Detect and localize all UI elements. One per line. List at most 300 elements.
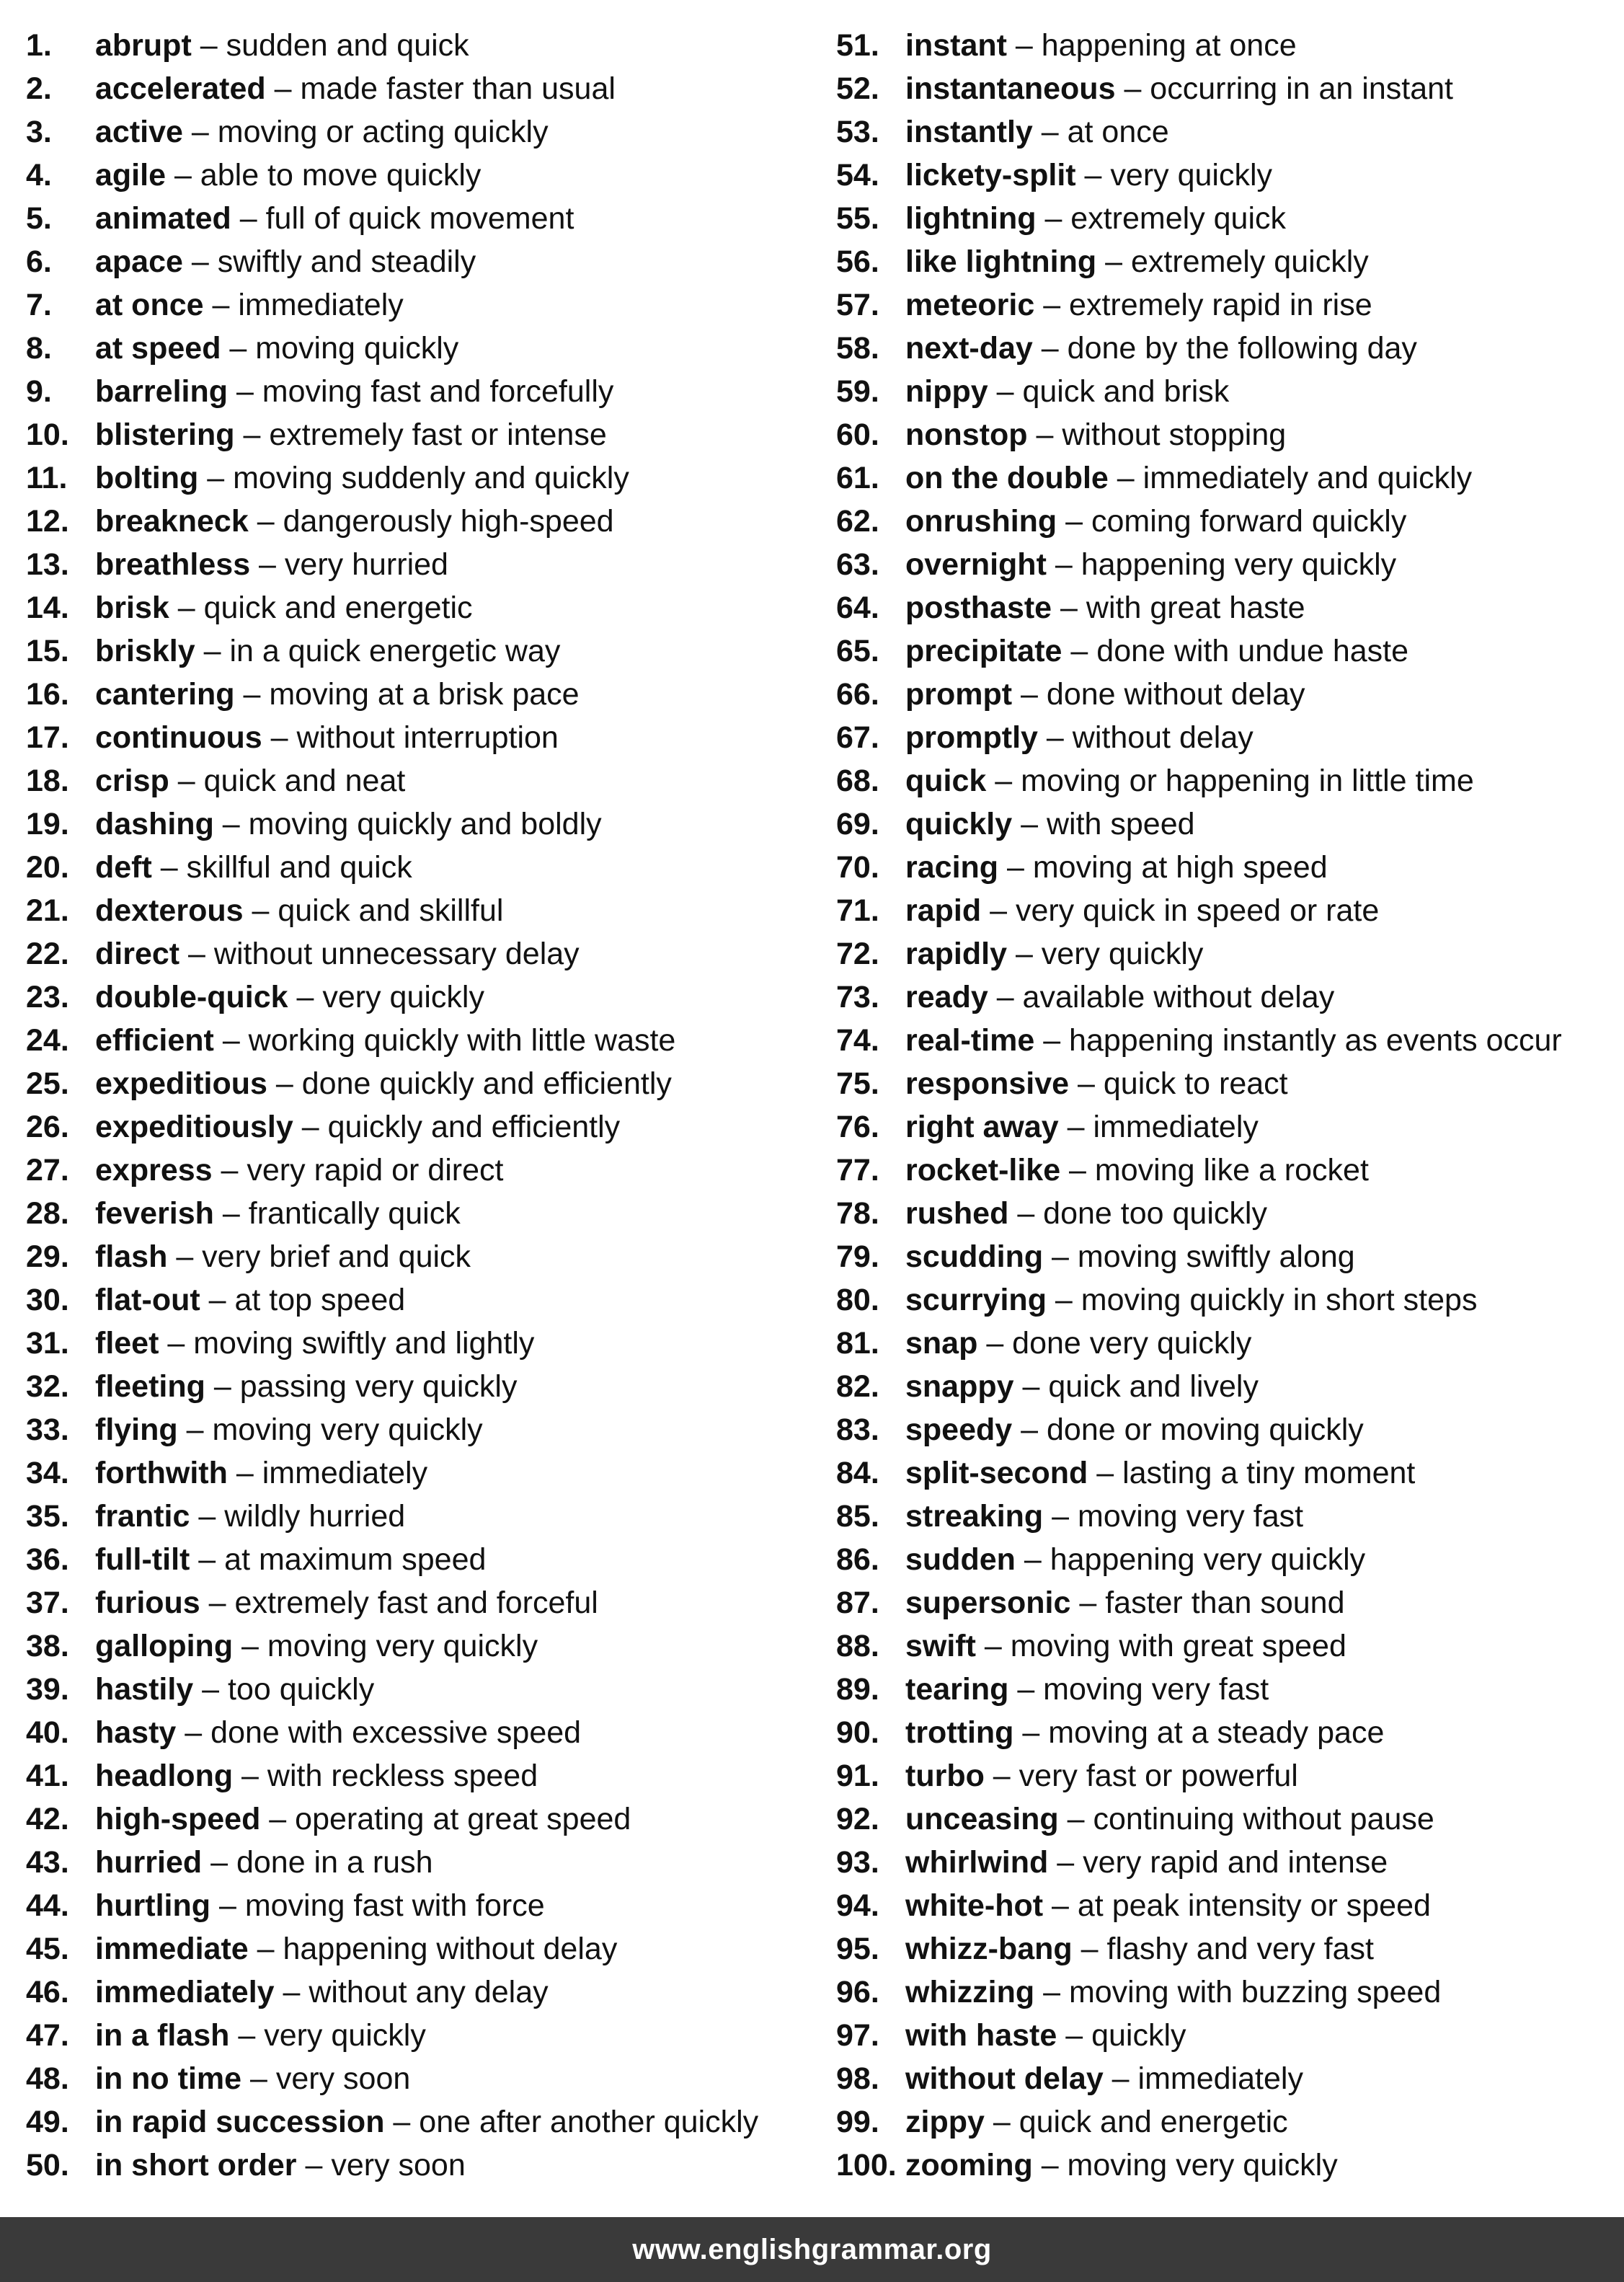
item-word: breathless bbox=[95, 547, 251, 582]
item-text bbox=[905, 976, 1334, 1019]
item-word: deft bbox=[95, 850, 152, 885]
item-word: like lightning bbox=[905, 244, 1097, 279]
item-text bbox=[905, 846, 1328, 889]
item-text bbox=[95, 1365, 518, 1408]
item-number: 9. bbox=[26, 374, 52, 409]
list-item bbox=[26, 1797, 826, 1841]
item-definition: – extremely fast or intense bbox=[234, 417, 607, 452]
item-definition: – very hurried bbox=[250, 547, 448, 582]
list-item bbox=[26, 370, 826, 413]
item-number: 54. bbox=[836, 158, 879, 193]
list-item bbox=[26, 932, 826, 976]
item-text bbox=[905, 932, 1203, 976]
item-word: in short order bbox=[95, 2148, 297, 2183]
item-word: rapidly bbox=[905, 937, 1007, 971]
item-word: white-hot bbox=[905, 1888, 1044, 1923]
list-item bbox=[836, 1451, 1622, 1495]
item-word: racing bbox=[905, 850, 999, 885]
item-definition: – done with excessive speed bbox=[176, 1715, 582, 1750]
item-definition: – moving with great speed bbox=[975, 1629, 1346, 1663]
item-word: direct bbox=[95, 937, 180, 971]
list-item bbox=[836, 1841, 1622, 1884]
item-number: 78. bbox=[836, 1196, 879, 1231]
item-number: 62. bbox=[836, 504, 879, 539]
item-number: 93. bbox=[836, 1845, 879, 1880]
item-definition: – skillful and quick bbox=[151, 850, 412, 885]
item-text bbox=[905, 370, 1229, 413]
item-word: agile bbox=[95, 158, 166, 193]
item-text bbox=[95, 1019, 675, 1062]
item-number: 79. bbox=[836, 1239, 879, 1274]
item-word: overnight bbox=[905, 547, 1047, 582]
item-definition: – in a quick energetic way bbox=[195, 634, 561, 668]
list-item bbox=[26, 154, 826, 197]
item-word: dexterous bbox=[95, 893, 244, 928]
list-item bbox=[26, 1019, 826, 1062]
item-definition: – with reckless speed bbox=[233, 1759, 538, 1793]
item-text bbox=[95, 154, 481, 197]
item-word: rushed bbox=[905, 1196, 1009, 1231]
item-word: crisp bbox=[95, 764, 169, 798]
item-number: 27. bbox=[26, 1153, 69, 1188]
item-text bbox=[95, 1451, 427, 1495]
item-definition: – at once bbox=[1032, 115, 1169, 149]
item-text bbox=[905, 1495, 1303, 1538]
item-word: flat-out bbox=[95, 1283, 200, 1317]
item-word: zooming bbox=[905, 2148, 1033, 2183]
item-text bbox=[95, 2057, 410, 2100]
item-text bbox=[905, 1841, 1388, 1884]
item-word: brisk bbox=[95, 591, 169, 625]
item-definition: – very quick in speed or rate bbox=[981, 893, 1380, 928]
item-text bbox=[905, 240, 1369, 283]
item-definition: – flashy and very fast bbox=[1072, 1932, 1374, 1966]
item-word: with haste bbox=[905, 2018, 1057, 2053]
item-definition: – quick to react bbox=[1069, 1066, 1288, 1101]
item-word: onrushing bbox=[905, 504, 1057, 539]
item-number: 40. bbox=[26, 1715, 69, 1750]
list-item bbox=[836, 2014, 1622, 2057]
item-text bbox=[95, 110, 549, 154]
item-number: 88. bbox=[836, 1629, 879, 1663]
list-item bbox=[26, 1149, 826, 1192]
item-number: 87. bbox=[836, 1586, 879, 1620]
list-item bbox=[26, 327, 826, 370]
item-word: efficient bbox=[95, 1023, 214, 1058]
item-text bbox=[905, 1668, 1269, 1711]
item-word: snap bbox=[905, 1326, 978, 1361]
list-item bbox=[836, 456, 1622, 500]
item-text bbox=[905, 2014, 1186, 2057]
item-definition: – very soon bbox=[241, 2061, 411, 2096]
item-word: apace bbox=[95, 244, 183, 279]
item-definition: – moving very fast bbox=[1008, 1672, 1269, 1707]
item-text bbox=[95, 2144, 466, 2187]
item-definition: – full of quick movement bbox=[231, 201, 574, 236]
item-definition: – too quickly bbox=[193, 1672, 375, 1707]
item-number: 1. bbox=[26, 28, 52, 63]
list-item bbox=[836, 110, 1622, 154]
list-item bbox=[26, 1668, 826, 1711]
item-number: 14. bbox=[26, 591, 69, 625]
item-text bbox=[905, 154, 1272, 197]
item-number: 59. bbox=[836, 374, 879, 409]
item-word: zippy bbox=[905, 2105, 985, 2139]
word-list-left-column bbox=[26, 24, 826, 2187]
item-word: hurried bbox=[95, 1845, 203, 1880]
list-item bbox=[836, 846, 1622, 889]
item-number: 55. bbox=[836, 201, 879, 236]
item-definition: – very soon bbox=[296, 2148, 466, 2183]
item-number: 61. bbox=[836, 461, 879, 495]
item-definition: – done too quickly bbox=[1008, 1196, 1267, 1231]
item-word: scudding bbox=[905, 1239, 1044, 1274]
item-text bbox=[95, 1624, 538, 1668]
item-definition: – moving or acting quickly bbox=[182, 115, 549, 149]
item-word: instant bbox=[905, 28, 1007, 63]
item-number: 6. bbox=[26, 244, 52, 279]
item-number: 48. bbox=[26, 2061, 69, 2096]
item-word: real-time bbox=[905, 1023, 1035, 1058]
item-number: 96. bbox=[836, 1975, 879, 2009]
list-item bbox=[26, 1711, 826, 1754]
item-text bbox=[95, 1278, 405, 1322]
item-definition: – immediately bbox=[1058, 1110, 1259, 1144]
item-number: 38. bbox=[26, 1629, 69, 1663]
item-text bbox=[95, 240, 476, 283]
item-number: 23. bbox=[26, 980, 69, 1014]
item-word: right away bbox=[905, 1110, 1059, 1144]
item-text bbox=[905, 327, 1417, 370]
item-word: breakneck bbox=[95, 504, 249, 539]
item-number: 84. bbox=[836, 1456, 879, 1490]
item-text bbox=[905, 1105, 1259, 1149]
item-definition: – moving at a steady pace bbox=[1013, 1715, 1385, 1750]
item-text bbox=[95, 976, 484, 1019]
item-text bbox=[95, 1538, 486, 1581]
item-word: swift bbox=[905, 1629, 976, 1663]
item-word: high-speed bbox=[95, 1802, 261, 1836]
item-definition: – moving very quickly bbox=[177, 1412, 483, 1447]
list-item bbox=[836, 1754, 1622, 1797]
item-number: 100. bbox=[836, 2148, 897, 2183]
item-text bbox=[905, 673, 1305, 716]
item-definition: – moving quickly bbox=[221, 331, 459, 366]
list-item bbox=[26, 1495, 826, 1538]
item-text bbox=[95, 1235, 471, 1278]
item-number: 46. bbox=[26, 1975, 69, 2009]
item-word: nonstop bbox=[905, 417, 1028, 452]
item-number: 68. bbox=[836, 764, 879, 798]
item-text bbox=[95, 1971, 549, 2014]
item-text bbox=[905, 1971, 1441, 2014]
item-text bbox=[905, 500, 1406, 543]
item-word: quick bbox=[905, 764, 987, 798]
item-number: 43. bbox=[26, 1845, 69, 1880]
item-word: animated bbox=[95, 201, 231, 236]
item-text bbox=[95, 500, 614, 543]
item-word: blistering bbox=[95, 417, 235, 452]
item-word: bolting bbox=[95, 461, 199, 495]
item-number: 76. bbox=[836, 1110, 879, 1144]
item-text bbox=[95, 1927, 617, 1971]
item-word: frantic bbox=[95, 1499, 190, 1534]
item-text bbox=[905, 24, 1297, 67]
item-definition: – done in a rush bbox=[202, 1845, 433, 1880]
item-word: whizzing bbox=[905, 1975, 1035, 2009]
item-text bbox=[95, 1841, 432, 1884]
item-definition: – coming forward quickly bbox=[1057, 504, 1407, 539]
list-item bbox=[836, 2057, 1622, 2100]
item-definition: – faster than sound bbox=[1070, 1586, 1345, 1620]
item-definition: – lasting a tiny moment bbox=[1088, 1456, 1416, 1490]
item-word: hastily bbox=[95, 1672, 194, 1707]
item-definition: – at top speed bbox=[200, 1283, 406, 1317]
item-definition: – moving at high speed bbox=[998, 850, 1328, 885]
item-word: split-second bbox=[905, 1456, 1088, 1490]
item-number: 90. bbox=[836, 1715, 879, 1750]
item-text bbox=[95, 889, 503, 932]
item-word: turbo bbox=[905, 1759, 985, 1793]
list-item bbox=[836, 197, 1622, 240]
item-text bbox=[95, 197, 574, 240]
item-text bbox=[905, 197, 1286, 240]
item-text bbox=[905, 1408, 1364, 1451]
item-word: streaking bbox=[905, 1499, 1044, 1534]
list-item bbox=[26, 1971, 826, 2014]
list-item bbox=[26, 1105, 826, 1149]
word-list-right-column bbox=[836, 24, 1622, 2187]
item-definition: – done quickly and efficiently bbox=[267, 1066, 672, 1101]
list-item bbox=[26, 1884, 826, 1927]
item-number: 41. bbox=[26, 1759, 69, 1793]
item-definition: – passing very quickly bbox=[205, 1369, 518, 1404]
item-number: 60. bbox=[836, 417, 879, 452]
item-definition: – done with undue haste bbox=[1062, 634, 1409, 668]
list-item bbox=[836, 1668, 1622, 1711]
list-item bbox=[26, 976, 826, 1019]
item-definition: – done without delay bbox=[1012, 677, 1305, 712]
item-number: 89. bbox=[836, 1672, 879, 1707]
item-number: 25. bbox=[26, 1066, 69, 1101]
item-number: 73. bbox=[836, 980, 879, 1014]
list-item bbox=[26, 802, 826, 846]
list-item bbox=[26, 413, 826, 456]
item-word: expeditiously bbox=[95, 1110, 293, 1144]
item-text bbox=[905, 67, 1453, 110]
list-item bbox=[836, 24, 1622, 67]
item-word: express bbox=[95, 1153, 213, 1188]
item-word: posthaste bbox=[905, 591, 1052, 625]
item-definition: – extremely quickly bbox=[1096, 244, 1369, 279]
item-definition: – happening very quickly bbox=[1015, 1542, 1366, 1577]
item-text bbox=[95, 1149, 503, 1192]
item-word: whizz-bang bbox=[905, 1932, 1073, 1966]
item-text bbox=[905, 586, 1305, 629]
item-text bbox=[905, 1711, 1384, 1754]
item-number: 44. bbox=[26, 1888, 69, 1923]
item-word: speedy bbox=[905, 1412, 1013, 1447]
list-item bbox=[26, 1365, 826, 1408]
item-word: fleeting bbox=[95, 1369, 205, 1404]
item-text bbox=[905, 456, 1472, 500]
item-text bbox=[905, 1797, 1434, 1841]
list-item bbox=[26, 1581, 826, 1624]
list-item bbox=[26, 759, 826, 802]
item-word: supersonic bbox=[905, 1586, 1071, 1620]
item-number: 52. bbox=[836, 71, 879, 106]
item-text bbox=[95, 1062, 672, 1105]
item-definition: – quick and energetic bbox=[984, 2105, 1288, 2139]
item-text bbox=[95, 67, 616, 110]
item-definition: – done by the following day bbox=[1032, 331, 1417, 366]
item-text bbox=[905, 1365, 1259, 1408]
item-word: instantaneous bbox=[905, 71, 1116, 106]
list-item bbox=[26, 1754, 826, 1797]
item-definition: – happening at once bbox=[1006, 28, 1297, 63]
list-item bbox=[836, 1408, 1622, 1451]
item-word: barreling bbox=[95, 374, 228, 409]
item-number: 63. bbox=[836, 547, 879, 582]
item-word: prompt bbox=[905, 677, 1013, 712]
item-word: trotting bbox=[905, 1715, 1014, 1750]
list-item bbox=[836, 1711, 1622, 1754]
list-item bbox=[26, 67, 826, 110]
item-word: rapid bbox=[905, 893, 982, 928]
item-text bbox=[95, 1884, 545, 1927]
list-item bbox=[836, 1322, 1622, 1365]
list-item bbox=[836, 1971, 1622, 2014]
item-definition: – extremely quick bbox=[1036, 201, 1287, 236]
item-definition: – working quickly with little waste bbox=[213, 1023, 676, 1058]
item-text bbox=[95, 629, 560, 673]
list-item bbox=[836, 889, 1622, 932]
item-number: 77. bbox=[836, 1153, 879, 1188]
list-item bbox=[26, 1322, 826, 1365]
item-definition: – sudden and quick bbox=[191, 28, 469, 63]
website-url: www.englishgrammar.org bbox=[632, 2233, 992, 2265]
list-item bbox=[836, 1105, 1622, 1149]
list-item bbox=[836, 976, 1622, 1019]
item-text bbox=[95, 932, 580, 976]
item-definition: – occurring in an instant bbox=[1115, 71, 1453, 106]
item-text bbox=[905, 413, 1286, 456]
item-word: flash bbox=[95, 1239, 168, 1274]
item-text bbox=[95, 2100, 758, 2144]
item-definition: – very rapid or direct bbox=[212, 1153, 504, 1188]
item-word: feverish bbox=[95, 1196, 214, 1231]
item-number: 47. bbox=[26, 2018, 69, 2053]
list-item bbox=[836, 2144, 1622, 2187]
item-definition: – with speed bbox=[1012, 807, 1195, 841]
item-text bbox=[905, 1235, 1355, 1278]
item-definition: – extremely fast and forceful bbox=[200, 1586, 598, 1620]
item-text bbox=[905, 1538, 1365, 1581]
list-item bbox=[836, 1538, 1622, 1581]
list-item bbox=[26, 1278, 826, 1322]
item-number: 81. bbox=[836, 1326, 879, 1361]
item-number: 72. bbox=[836, 937, 879, 971]
item-text bbox=[95, 716, 559, 759]
list-item bbox=[26, 1927, 826, 1971]
item-number: 82. bbox=[836, 1369, 879, 1404]
list-item bbox=[26, 240, 826, 283]
item-number: 65. bbox=[836, 634, 879, 668]
item-text bbox=[905, 1624, 1346, 1668]
item-definition: – moving like a rocket bbox=[1060, 1153, 1369, 1188]
item-number: 83. bbox=[836, 1412, 879, 1447]
item-word: ready bbox=[905, 980, 988, 1014]
item-text bbox=[95, 543, 448, 586]
item-word: furious bbox=[95, 1586, 200, 1620]
item-number: 56. bbox=[836, 244, 879, 279]
item-word: tearing bbox=[905, 1672, 1009, 1707]
list-item bbox=[26, 1235, 826, 1278]
item-number: 75. bbox=[836, 1066, 879, 1101]
list-item bbox=[836, 240, 1622, 283]
item-text bbox=[905, 802, 1195, 846]
item-number: 91. bbox=[836, 1759, 879, 1793]
item-definition: – very brief and quick bbox=[167, 1239, 471, 1274]
item-word: whirlwind bbox=[905, 1845, 1049, 1880]
item-number: 34. bbox=[26, 1456, 69, 1490]
item-definition: – quick and energetic bbox=[169, 591, 473, 625]
item-number: 36. bbox=[26, 1542, 69, 1577]
item-number: 99. bbox=[836, 2105, 879, 2139]
list-item bbox=[26, 629, 826, 673]
item-word: rocket-like bbox=[905, 1153, 1061, 1188]
item-definition: – one after another quickly bbox=[384, 2105, 759, 2139]
list-item bbox=[836, 1797, 1622, 1841]
item-text bbox=[95, 1105, 620, 1149]
list-item bbox=[836, 586, 1622, 629]
item-definition: – moving very quickly bbox=[1032, 2148, 1338, 2183]
item-word: at speed bbox=[95, 331, 221, 366]
item-word: at once bbox=[95, 288, 204, 322]
item-word: fleet bbox=[95, 1326, 159, 1361]
list-item bbox=[836, 1278, 1622, 1322]
item-text bbox=[95, 1711, 581, 1754]
item-definition: – without stopping bbox=[1027, 417, 1287, 452]
item-text bbox=[95, 370, 613, 413]
item-number: 8. bbox=[26, 331, 52, 366]
item-definition: – without delay bbox=[1037, 720, 1254, 755]
item-definition: – frantically quick bbox=[213, 1196, 461, 1231]
item-number: 29. bbox=[26, 1239, 69, 1274]
item-text bbox=[905, 2100, 1288, 2144]
item-text bbox=[905, 1322, 1251, 1365]
item-word: in no time bbox=[95, 2061, 242, 2096]
item-definition: – moving very quickly bbox=[233, 1629, 538, 1663]
item-number: 74. bbox=[836, 1023, 879, 1058]
item-number: 98. bbox=[836, 2061, 879, 2096]
item-number: 11. bbox=[26, 461, 68, 495]
item-number: 7. bbox=[26, 288, 52, 322]
item-definition: – immediately bbox=[1103, 2061, 1303, 2096]
item-number: 69. bbox=[836, 807, 879, 841]
item-text bbox=[95, 1754, 538, 1797]
item-definition: – very quickly bbox=[1075, 158, 1273, 193]
item-definition: – quick and brisk bbox=[988, 374, 1230, 409]
item-word: next-day bbox=[905, 331, 1033, 366]
list-item bbox=[836, 1192, 1622, 1235]
item-number: 24. bbox=[26, 1023, 69, 1058]
list-item bbox=[836, 2100, 1622, 2144]
item-text bbox=[905, 2144, 1338, 2187]
item-definition: – moving or happening in little time bbox=[986, 764, 1474, 798]
item-definition: – immediately bbox=[227, 1456, 428, 1490]
item-text bbox=[95, 283, 404, 327]
